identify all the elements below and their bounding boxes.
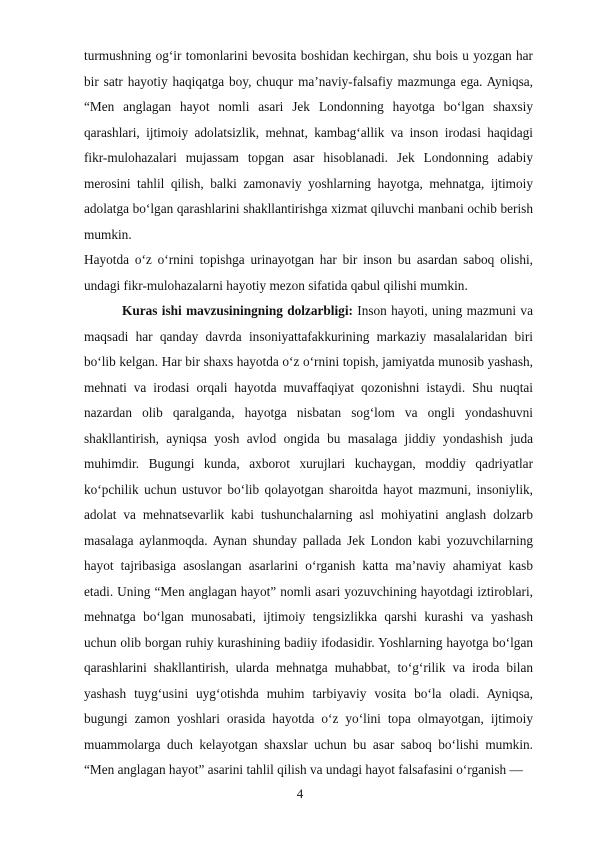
paragraph-continuation: turmushning og‘ir tomonlarini bevosita boshidan kechirgan, shu bois u yozgan har bir satr hayotiy haqiqatga boy, chuqur ma’naviy-falsafiy mazmunga ega. Ayniqsa, “Men anglagan hayot nomli asari Jek Londonning hayotga bo‘lgan shaxsiy qarashlari, ijtimoiy adolatsizlik, mehnat, kambag‘allik va inson irodasi haqidagi fikr-mulohazalari mujassam topgan asar hisoblanadi. Jek Londonning adabiy merosini tahlil qilish, balki zamonaviy yoshlarning hayotga, mehnatga, ijtimoiy adolatga bo‘lgan qarashlarini shakllantirishga xizmat qiluvchi manbani ochib berish mumkin.: [84, 48, 533, 242]
section-heading: Kuras ishi mavzusiningning dolzarbligi:: [122, 303, 353, 318]
paragraph-relevance: [84, 298, 533, 783]
paragraph-second: Hayotda o‘z o‘rnini topishga urinayotgan har bir inson bu asardan saboq olishi, undagi fikr-mulohazalarni hayotiy mezon sifatida qabul qilishi mumkin.: [84, 252, 533, 293]
paragraph-relevance-text: Inson hayoti, uning mazmuni va maqsadi har qanday davrda insoniyattafakkurining markaziy masalalaridan biri bo‘lib kelgan. Har bir shaxs hayotda o‘z o‘rnini topish, jamiyatda munosib yashash, mehnati va irodasi orqali hayotda muvaffaqiyat qozonishni istaydi. Shu nuqtai nazardan olib qaralganda, hayotga nisbatan sog‘lom va ongli yondashuvni shakllantirish, ayniqsa yosh avlod ongida bu masalaga jiddiy yondashish juda muhimdir. Bugungi kunda, axborot xurujlari kuchaygan, moddiy qadriyatlar ko‘pchilik uchun ustuvor bo‘lib qolayotgan sharoitda hayot mazmuni, insoniylik, adolat va mehnatsevarlik kabi tushunchalarning asl mohiyatini anglash dolzarb masalaga aylanmoqda. Aynan shunday pallada Jek London kabi yozuvchilarning hayot tajribasiga asoslangan asarlarini o‘rganish katta ma’naviy ahamiyat kasb etadi. Uning “Men anglagan hayot” nomli asari yozuvchining hayotdagi iztiroblari, mehnatga bo‘lgan munosabati, ijtimoiy tengsizlikka qarshi kurashi va yashash uchun olib borgan ruhiy kurashining badiiy ifodasidir. Yoshlarning hayotga bo‘lgan qarashlarini shakllantirish, ularda mehnatga muhabbat, to‘g‘rilik va iroda bilan yashash tuyg‘usini uyg‘otishda muhim tarbiyaviy vosita bo‘la oladi. Ayniqsa, bugungi zamon yoshlari orasida hayotda o‘z yo‘lini topa olmayotgan, ijtimoiy muammolarga duch kelayotgan shaxslar uchun bu asar saboq bo‘lishi mumkin. “Men anglagan hayot” asarini tahlil qilish va undagi hayot falsafasini o‘rganish —: [84, 303, 533, 777]
document-body: [84, 43, 533, 783]
page-number: 4: [296, 786, 304, 801]
